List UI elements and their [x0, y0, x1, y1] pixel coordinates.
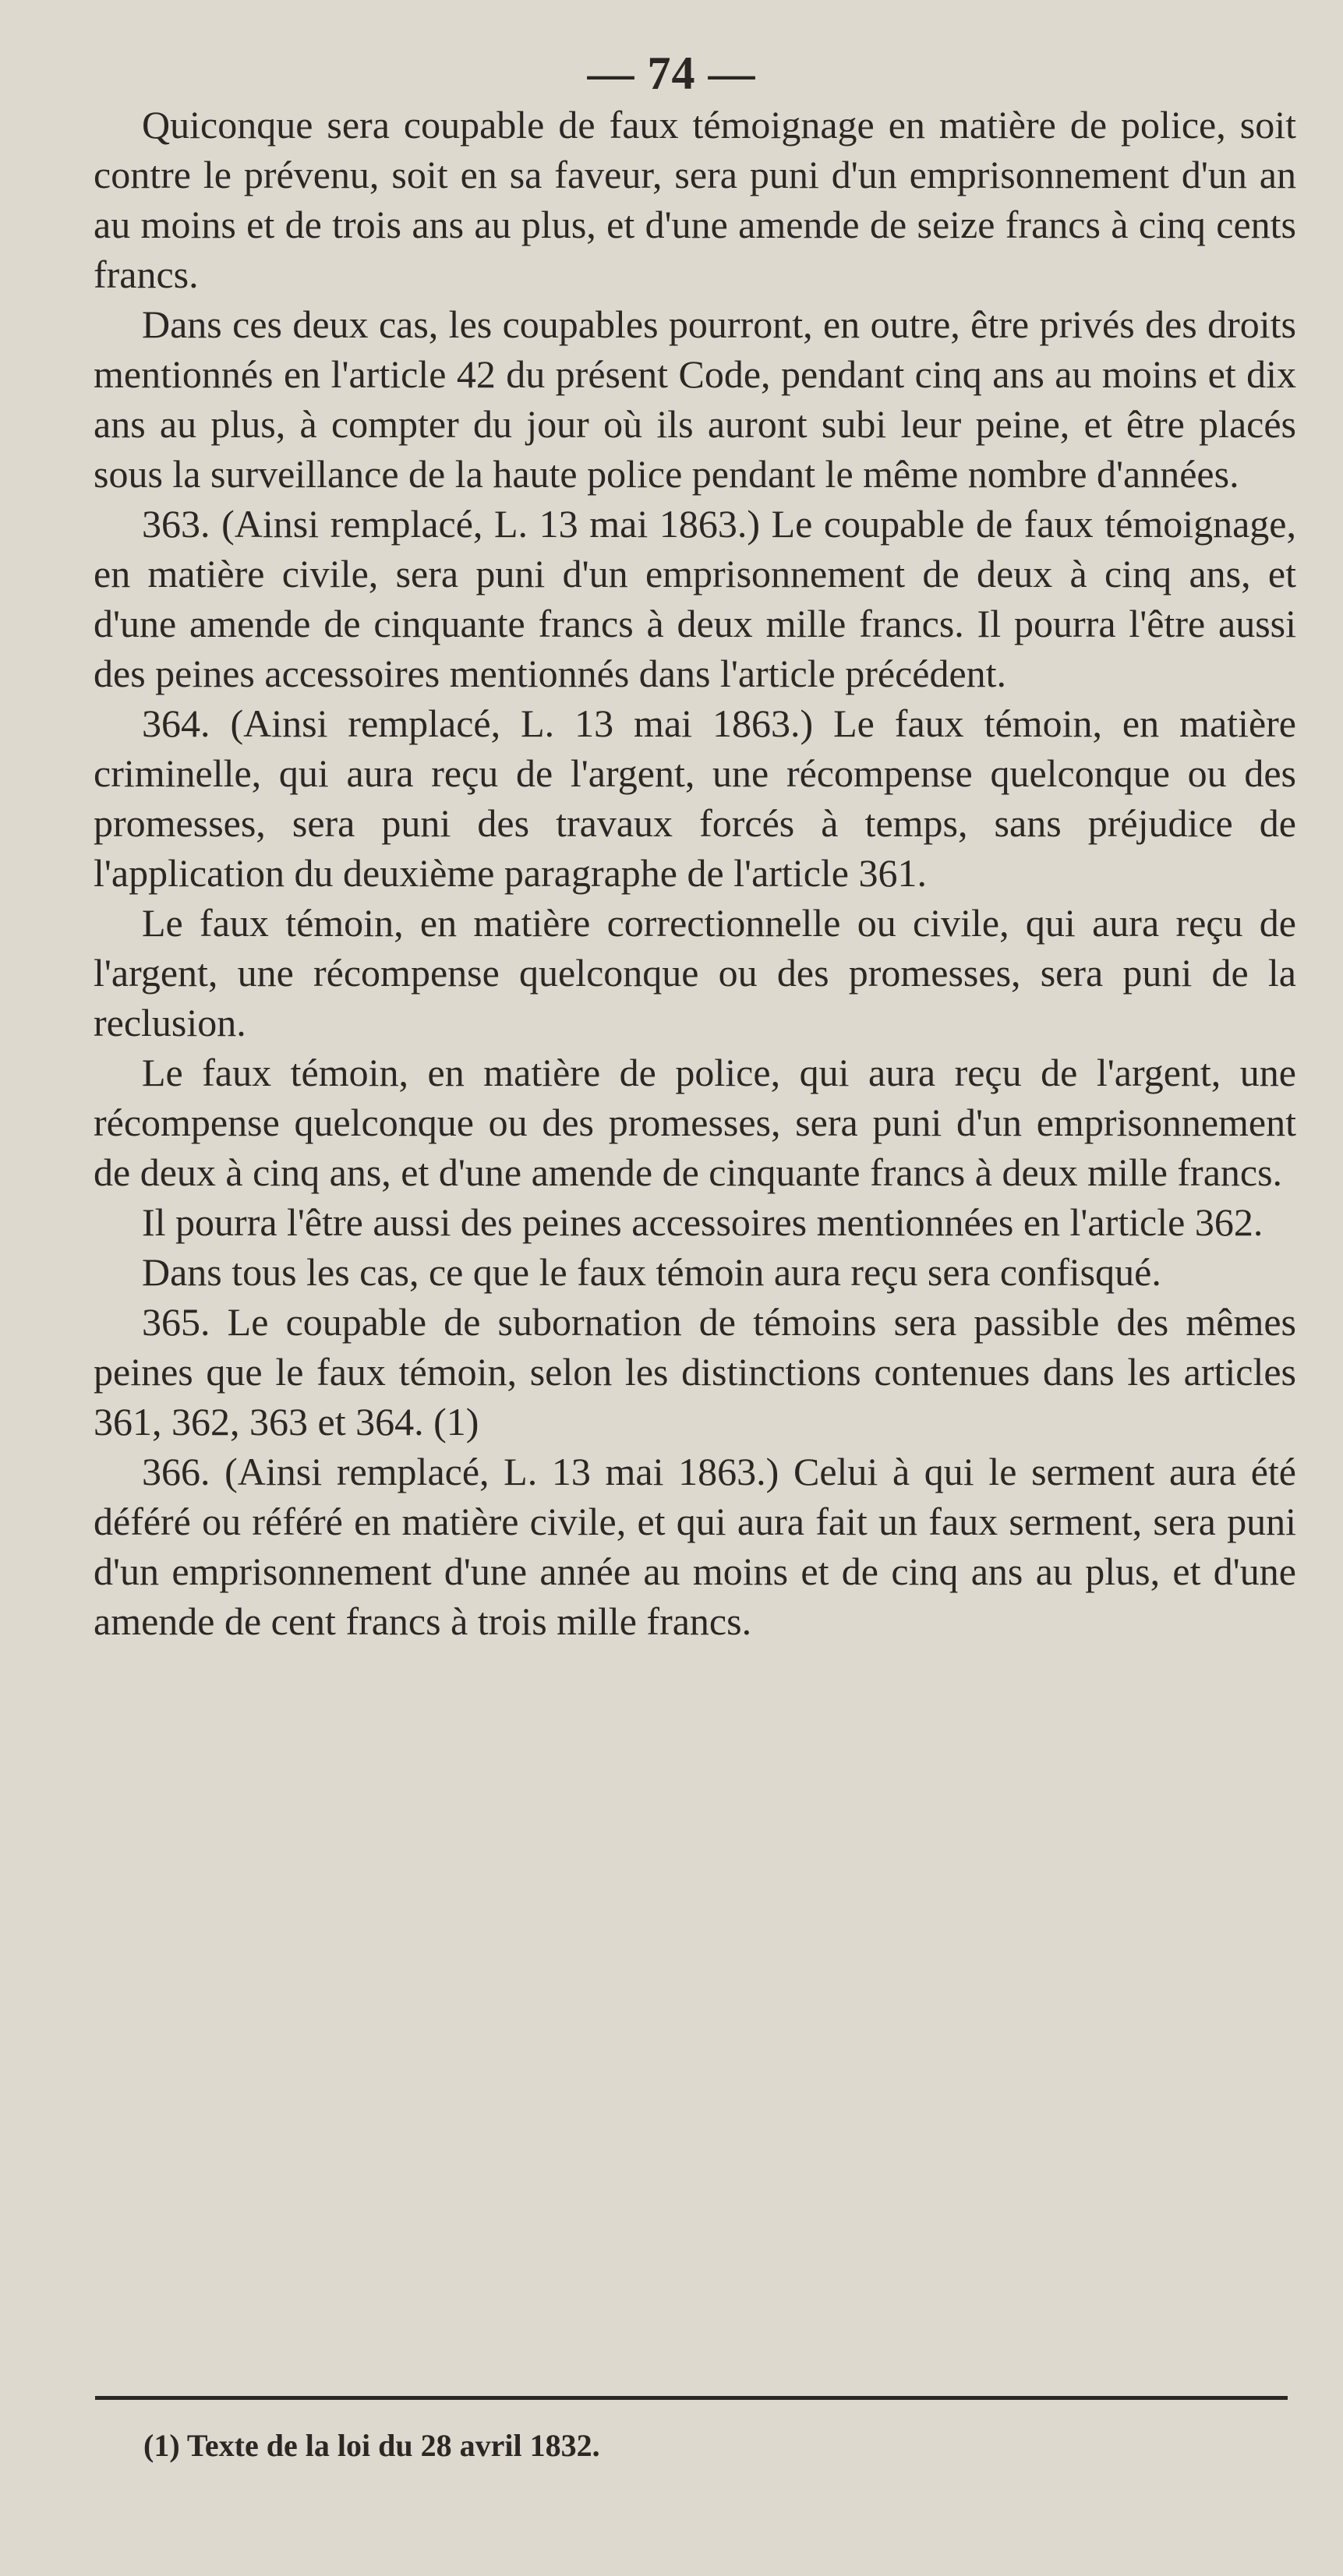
- paragraph: Dans ces deux cas, les coupables pourront, en outre, être privés des droits mentionnés en l'article 42 du présent Code, pendant cinq ans au moins et dix ans au plus, à compter du jour où ils auront subi leur peine, et être placés sous la surveillance de la haute police pendant le même nombre d'années.: [94, 302, 1296, 496]
- paragraph: Le faux témoin, en matière correctionnelle ou civile, qui aura reçu de l'argent, une récompense quelconque ou des promesses, sera puni de la reclusion.: [94, 901, 1296, 1044]
- article-365: 365. Le coupable de subornation de témoins sera passible des mêmes peines que le faux témoin, selon les distinctions contenues dans les articles 361, 362, 363 et 364. (1): [94, 1300, 1296, 1443]
- body-text: [94, 100, 1296, 1646]
- footnote: (1) Texte de la loi du 28 avril 1832.: [143, 2428, 600, 2463]
- paragraph: Le faux témoin, en matière de police, qui aura reçu de l'argent, une récompense quelconque ou des promesses, sera puni d'un emprisonnement de deux à cinq ans, et d'une amende de cinquante francs à deux mille francs.: [94, 1051, 1296, 1194]
- paragraph: Quiconque sera coupable de faux témoignage en matière de police, soit contre le prévenu, soit en sa faveur, sera puni d'un emprisonnement d'un an au moins et de trois ans au plus, et d'une amende de seize francs à cinq cents francs.: [94, 103, 1296, 296]
- paragraph: Dans tous les cas, ce que le faux témoin aura reçu sera confisqué.: [142, 1250, 1161, 1294]
- article-363: 363. (Ainsi remplacé, L. 13 mai 1863.) Le coupable de faux témoignage, en matière civile, sera puni d'un emprisonnement de deux à cinq ans, et d'une amende de cinquante francs à deux mille francs. Il pourra l'être aussi des peines accessoires mentionnés dans l'article précédent.: [94, 502, 1296, 695]
- article-364: 364. (Ainsi remplacé, L. 13 mai 1863.) Le faux témoin, en matière criminelle, qui aura reçu de l'argent, une récompense quelconque ou des promesses, sera puni des travaux forcés à temps, sans préjudice de l'application du deuxième paragraphe de l'article 361.: [94, 701, 1296, 895]
- article-366: 366. (Ainsi remplacé, L. 13 mai 1863.) Celui à qui le serment aura été déféré ou référé en matière civile, et qui aura fait un faux serment, sera puni d'un emprisonnement d'une année au moins et de cinq ans au plus, et d'une amende de cent francs à trois mille francs.: [94, 1450, 1296, 1643]
- page-number: — 74 —: [587, 48, 756, 99]
- paragraph: Il pourra l'être aussi des peines accessoires mentionnées en l'article 362.: [142, 1200, 1263, 1244]
- footnote-divider: [95, 2396, 1288, 2400]
